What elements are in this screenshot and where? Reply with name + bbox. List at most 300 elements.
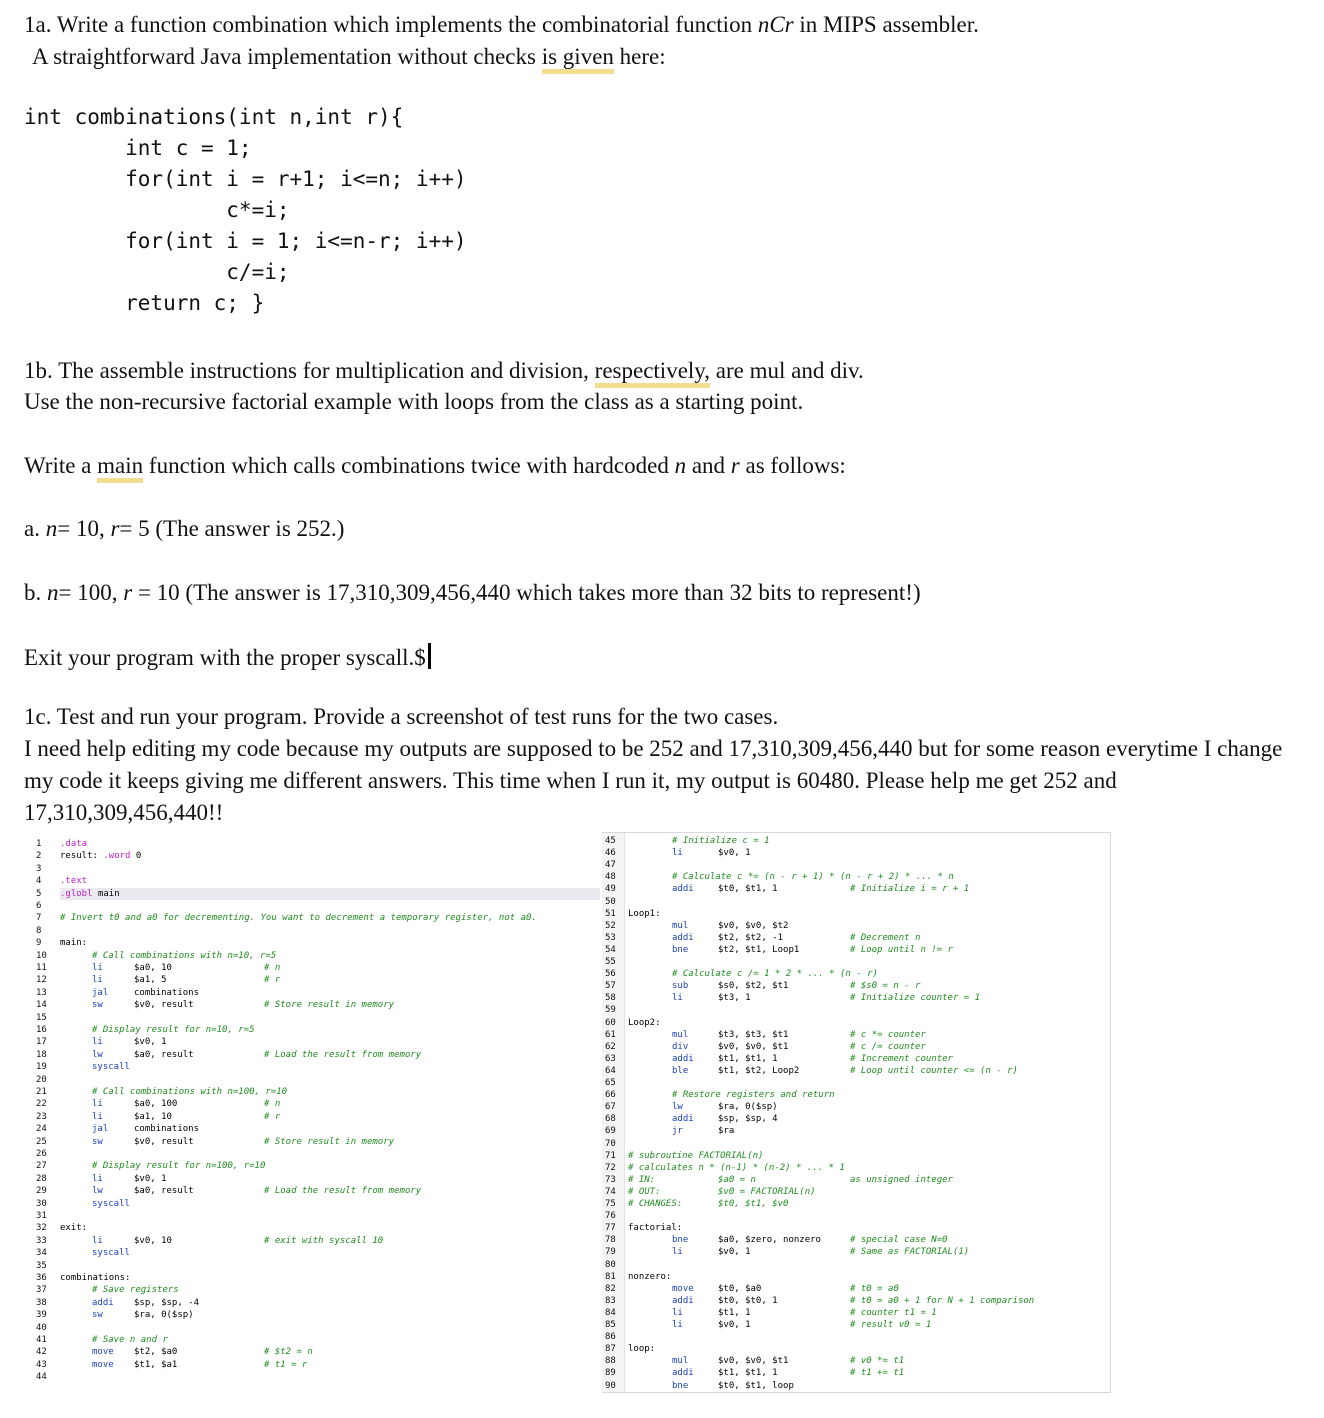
code-instruction: addi [92,1297,114,1308]
code-instruction: li [92,963,103,973]
line-number: 13 [36,987,47,998]
code-line [602,1198,1108,1210]
code-line [24,987,598,999]
code-line [24,1210,598,1222]
line-number: 18 [36,1049,47,1060]
code-line [24,1260,598,1272]
code-operands: $t2, $a0 [134,1347,178,1358]
code-line [602,920,1108,932]
code-operands: $t0, $t0, 1 [718,1295,778,1306]
code-line [602,1259,1108,1271]
code-line [602,1053,1108,1065]
line-number: 72 [605,1162,616,1173]
line-number: 79 [605,1247,616,1258]
line-number: 73 [605,1174,616,1185]
code-line [24,1148,598,1160]
code-operands: $v0, $v0, $t1 [718,1356,789,1367]
code-line [24,1160,598,1172]
code-line [24,962,598,974]
line-number: 44 [36,1372,47,1383]
code-label: main: [60,938,88,949]
code-line [602,1295,1108,1307]
code-instruction: syscall [92,1198,130,1209]
code-line [24,1111,598,1123]
code-instruction: move [92,1359,114,1370]
question-1b-line3: Write a main function which calls combinations twice with hardcoded n and r as follows: [24,453,846,479]
code-instruction: addi [672,932,694,943]
code-label: exit: [60,1223,88,1234]
question-1c-paragraph: I need help editing my code because my outputs are supposed to be 252 and 17,310,309,456,440 but for some reason everytime I change my code it keeps giving me different answers. This time when I run it, my output is 60480. Please help me get 252 and 17,310,309,456,440!! [24,736,1283,825]
code-line [602,1367,1108,1379]
code-operands: $t3, $t3, $t1 [718,1029,789,1040]
code-comment: # $t2 = n [264,1347,313,1358]
line-number: 71 [605,1150,616,1161]
case-a: a. n= 10, r= 5 (The answer is 252.) [24,516,345,541]
code-line [24,1173,598,1185]
line-number: 56 [605,969,616,980]
exit-instruction: Exit your program with the proper syscall.$ [24,643,431,671]
question-1b-line1: 1b. The assemble instructions for multiplication and division, respectively, are mul and div. [24,358,864,384]
code-operands: $s0, $t2, $t1 [718,981,789,992]
code-instruction: li [672,993,683,1004]
code-operands: $t2, $t2, -1 [718,932,784,943]
java-line: for(int i = r+1; i<=n; i++) [24,167,467,191]
code-comment: # Same as FACTORIAL(1) [850,1247,970,1258]
code-comment: # t1 = r [264,1359,308,1370]
code-line [602,1307,1108,1319]
code-instruction: li [672,1320,683,1330]
code-instruction: lw [92,1186,103,1197]
code-instruction: li [92,1099,103,1110]
code-instruction: li [92,1037,103,1048]
line-number: 2 [36,851,42,862]
line-number: 60 [605,1017,616,1028]
code-comment: # Loop until n != r [850,944,953,955]
line-number: 55 [605,957,616,967]
line-number: 35 [36,1260,47,1271]
line-number: 84 [605,1307,616,1318]
code-label: Loop2: [628,1017,661,1028]
line-number: 90 [605,1380,616,1391]
code-line [24,1322,598,1334]
code-operands: $sp, $sp, -4 [134,1297,200,1308]
code-operands: $t0, $t1, $v0 [718,1199,789,1209]
code-line [24,863,598,875]
code-instruction: jr [672,1126,683,1137]
code-directive: .globl main [60,888,120,899]
code-line [602,1380,1108,1392]
code-operands: $a0, 10 [134,963,172,973]
asm-editor-left [24,832,598,1391]
line-number: 4 [36,876,42,887]
code-line [602,1113,1108,1125]
line-number: 85 [605,1320,616,1330]
code-instruction: lw [92,1049,103,1060]
code-operands: $t0, $t1, loop [718,1380,794,1391]
line-number: 15 [36,1012,47,1023]
code-comment: # Loop until counter <= (n - r) [850,1065,1018,1076]
code-comment: # n [264,963,281,973]
line-number: 68 [605,1114,616,1125]
code-instruction: addi [672,1114,694,1125]
code-line [24,950,598,962]
code-line [602,1004,1108,1016]
line-number: 11 [36,963,47,973]
line-number: 89 [605,1368,616,1379]
question-1b-line2: Use the non-recursive factorial example with loops from the class as a starting point. [24,389,804,414]
java-line: int c = 1; [24,136,252,160]
code-line [602,1077,1108,1089]
code-line [24,1272,598,1284]
code-instruction: mul [672,1029,689,1040]
code-comment: # c *= counter [850,1029,926,1040]
code-comment: # v0 *= t1 [850,1356,905,1367]
line-number: 54 [605,944,616,955]
code-instruction: bne [672,944,689,955]
code-comment: # result v0 = 1 [850,1320,932,1330]
code-label: factorial: [628,1223,683,1234]
code-line [602,1186,1108,1198]
code-line [24,1098,598,1110]
code-line [602,1319,1108,1331]
code-operands: $ra, 0($sp) [718,1102,778,1113]
line-number: 36 [36,1273,47,1283]
code-line [24,838,598,850]
code-comment: # Increment counter [850,1053,953,1064]
code-line [602,1355,1108,1367]
line-number: 38 [36,1297,47,1308]
code-operands: combinations [134,1124,200,1135]
line-number: 19 [36,1062,47,1073]
code-comment: # Decrement n [850,932,921,943]
code-line [24,912,598,924]
code-comment: # Save registers [92,1285,179,1296]
line-number: 1 [36,839,42,849]
java-line: c*=i; [24,198,290,222]
code-comment: # t0 = a0 + 1 for N + 1 comparison [850,1295,1035,1306]
code-line [24,1247,598,1259]
code-operands: $t3, 1 [718,993,751,1004]
line-number: 23 [36,1111,47,1122]
line-number: 14 [36,1000,47,1011]
code-line [602,944,1108,956]
code-operands: $v0, 1 [718,1247,751,1258]
line-number: 45 [605,836,616,846]
line-number: 33 [36,1235,47,1246]
java-line: int combinations(int n,int r){ [24,105,404,129]
code-line [602,1125,1108,1137]
code-line [24,1061,598,1073]
code-instruction: addi [672,884,694,895]
line-number: 31 [36,1211,47,1221]
code-operands: combinations [134,987,200,998]
line-number: 16 [36,1025,47,1035]
line-number: 17 [36,1037,47,1048]
code-line [24,888,598,900]
code-line [602,932,1108,944]
code-operands: $a0, result [134,1186,194,1197]
code-line [602,859,1108,871]
line-number: 42 [36,1347,47,1358]
code-comment: # Display result for n=100, r=10 [92,1161,266,1172]
question-1a-line1: 1a. Write a function combination which implements the combinatorial function nCr in MIPS assembler. [24,12,979,37]
case-b: b. n= 100, r = 10 (The answer is 17,310,309,456,440 which takes more than 32 bits to represent!) [24,580,921,605]
line-number: 65 [605,1078,616,1088]
code-instruction: mul [672,920,689,931]
code-operands: $v0, result [134,1136,194,1147]
code-comment: as unsigned integer [850,1174,953,1185]
line-number: 50 [605,896,616,907]
code-instruction: li [672,1307,683,1318]
code-line [24,1086,598,1098]
line-number: 82 [605,1283,616,1294]
line-number: 80 [605,1259,616,1270]
code-comment: # exit with syscall 10 [264,1235,384,1246]
code-operands: $a1, 10 [134,1111,172,1122]
code-comment: # Invert t0 and a0 for decrementing. You want to decrement a temporary register, not a0. [60,913,537,924]
code-operands: $t1, $t2, Loop2 [718,1065,800,1076]
line-number: 7 [36,913,42,924]
line-number: 43 [36,1359,47,1370]
code-comment: # Initialize i = r + 1 [850,884,970,895]
code-operands: $v0, $v0, $t2 [718,920,789,931]
question-1a-line2: A straightforward Java implementation without checks is given here: [32,44,666,70]
line-number: 63 [605,1053,616,1064]
line-number: 26 [36,1149,47,1159]
line-number: 6 [36,901,42,911]
code-line [24,1309,598,1321]
code-line [602,1271,1108,1283]
code-instruction: li [92,975,103,986]
line-number: 87 [605,1344,616,1355]
question-1c-line1: 1c. Test and run your program. Provide a screenshot of test runs for the two cases. [24,704,779,729]
code-line [602,1065,1108,1077]
code-line [24,1371,598,1383]
line-number: 57 [605,981,616,992]
code-comment: # special case N=0 [850,1235,948,1246]
line-number: 88 [605,1356,616,1367]
code-operands: $a1, 5 [134,975,167,986]
code-comment: # IN: [628,1174,656,1185]
code-line [602,1283,1108,1295]
line-number: 76 [605,1211,616,1222]
code-line [602,1210,1108,1222]
code-comment: # r [264,975,281,986]
code-operands: $t1, $t1, 1 [718,1053,778,1064]
line-number: 64 [605,1065,616,1076]
code-line [602,883,1108,895]
code-instruction: mul [672,1356,689,1367]
code-operands: $v0 = FACTORIAL(n) [718,1186,816,1197]
code-line [24,1198,598,1210]
line-number: 20 [36,1074,47,1085]
code-comment: # Call combinations with n=10, r=5 [92,950,277,961]
code-comment: # Store result in memory [264,1136,395,1147]
code-comment: # Initialize counter = 1 [850,993,981,1004]
code-line [602,1029,1108,1041]
code-operands: $t0, $a0 [718,1283,762,1294]
code-comment: # t0 = a0 [850,1283,899,1294]
line-number: 27 [36,1161,47,1172]
code-instruction: jal [92,987,109,998]
code-line [602,847,1108,859]
code-comment: # counter t1 = 1 [850,1307,937,1318]
code-comment: # Calculate c /= 1 * 2 * ... * (n - r) [672,969,878,980]
code-line [24,974,598,986]
code-line [24,1049,598,1061]
code-line [24,850,598,862]
line-number: 41 [36,1335,47,1345]
code-comment: # r [264,1111,281,1122]
code-instruction: addi [672,1053,694,1064]
java-line: return c; } [24,291,265,315]
code-instruction: bne [672,1380,689,1391]
code-comment: # OUT: [628,1186,661,1197]
code-comment: # $s0 = n - r [850,981,921,992]
line-number: 86 [605,1332,616,1343]
code-line [24,1359,598,1371]
line-number: 78 [605,1235,616,1246]
code-instruction: addi [672,1295,694,1306]
line-number: 9 [36,938,42,949]
code-operands: $v0, 10 [134,1235,172,1246]
line-number: 83 [605,1295,616,1306]
line-number: 58 [605,993,616,1004]
code-line [24,1012,598,1024]
code-line [24,1136,598,1148]
code-comment: # Restore registers and return [672,1090,835,1101]
code-comment: # Initialize c = 1 [672,836,770,846]
code-line [602,980,1108,992]
code-comment: # Save n and r [92,1335,168,1345]
line-number: 5 [36,888,42,899]
code-operands: $v0, 1 [134,1173,167,1184]
code-line [602,1041,1108,1053]
code-line [602,896,1108,908]
code-operands: $t2, $t1, Loop1 [718,944,800,955]
code-operands: $a0, 100 [134,1099,178,1110]
line-number: 3 [36,863,42,874]
line-number: 22 [36,1099,47,1110]
line-number: 70 [605,1138,616,1149]
code-comment: # Store result in memory [264,1000,395,1011]
code-comment: # Load the result from memory [264,1186,422,1197]
line-number: 48 [605,872,616,883]
line-number: 81 [605,1271,616,1282]
code-line [602,1174,1108,1186]
line-number: 30 [36,1198,47,1209]
code-directive: .data [60,839,88,849]
code-line [24,1185,598,1197]
code-operands: $a0, $zero, nonzero [718,1235,821,1246]
asm-editor-right [602,832,1111,1393]
code-operands: $v0, $v0, $t1 [718,1041,789,1052]
code-instruction: sub [672,981,689,992]
code-label: nonzero: [628,1271,672,1282]
line-number: 47 [605,860,616,871]
code-line [602,1089,1108,1101]
code-instruction: sw [92,1000,103,1011]
code-comment: # c /= counter [850,1041,926,1052]
line-number: 61 [605,1029,616,1040]
line-number: 67 [605,1102,616,1113]
line-number: 75 [605,1199,616,1209]
code-line [602,908,1108,920]
code-instruction: lw [672,1102,683,1113]
code-instruction: sw [92,1310,103,1321]
line-number: 59 [605,1005,616,1016]
code-operands: $t0, $t1, 1 [718,884,778,895]
code-directive: result: .word 0 [60,851,142,862]
code-comment: # n [264,1099,281,1110]
line-number: 74 [605,1186,616,1197]
code-line [602,1150,1108,1162]
code-operands: $a0 = n [718,1174,756,1185]
code-instruction: addi [672,1368,694,1379]
code-instruction: li [92,1173,103,1184]
code-operands: $v0, 1 [718,848,751,859]
code-operands: $v0, result [134,1000,194,1011]
code-line [24,1284,598,1296]
code-line [24,925,598,937]
line-number: 77 [605,1223,616,1234]
code-line [602,1343,1108,1355]
code-line [602,992,1108,1004]
code-instruction: syscall [92,1248,130,1259]
line-number: 69 [605,1126,616,1137]
line-number: 21 [36,1087,47,1097]
code-line [602,1138,1108,1150]
code-operands: $t1, $a1 [134,1359,178,1370]
line-number: 8 [36,925,42,936]
code-instruction: div [672,1041,689,1052]
code-line [602,1222,1108,1234]
code-operands: $v0, 1 [134,1037,167,1048]
java-line: c/=i; [24,260,290,284]
code-label: combinations: [60,1273,131,1283]
code-instruction: syscall [92,1062,130,1073]
line-number: 49 [605,884,616,895]
code-comment: # subroutine FACTORIAL(n) [628,1150,764,1161]
line-number: 12 [36,975,47,986]
code-instruction: ble [672,1065,689,1076]
code-line [24,1123,598,1135]
code-operands: $ra [718,1126,735,1137]
line-number: 24 [36,1124,47,1135]
code-comment: # t1 += t1 [850,1368,905,1379]
code-directive: .text [60,876,88,887]
line-number: 52 [605,920,616,931]
code-line [24,1074,598,1086]
code-comment: # calculates n * (n-1) * (n-2) * ... * 1 [628,1162,845,1173]
code-operands: $ra, 0($sp) [134,1310,194,1321]
code-line [24,1222,598,1234]
code-line [602,1162,1108,1174]
code-comment: # Call combinations with n=100, r=10 [92,1087,288,1097]
java-line: for(int i = 1; i<=n-r; i++) [24,229,467,253]
code-line [24,900,598,912]
code-line [24,1297,598,1309]
code-line [24,1346,598,1358]
line-number: 32 [36,1223,47,1234]
line-number: 53 [605,932,616,943]
code-line [602,1331,1108,1343]
code-operands: $t1, 1 [718,1307,751,1318]
code-operands: $v0, 1 [718,1320,751,1330]
line-number: 29 [36,1186,47,1197]
code-label: loop: [628,1344,656,1355]
code-line [602,1017,1108,1029]
